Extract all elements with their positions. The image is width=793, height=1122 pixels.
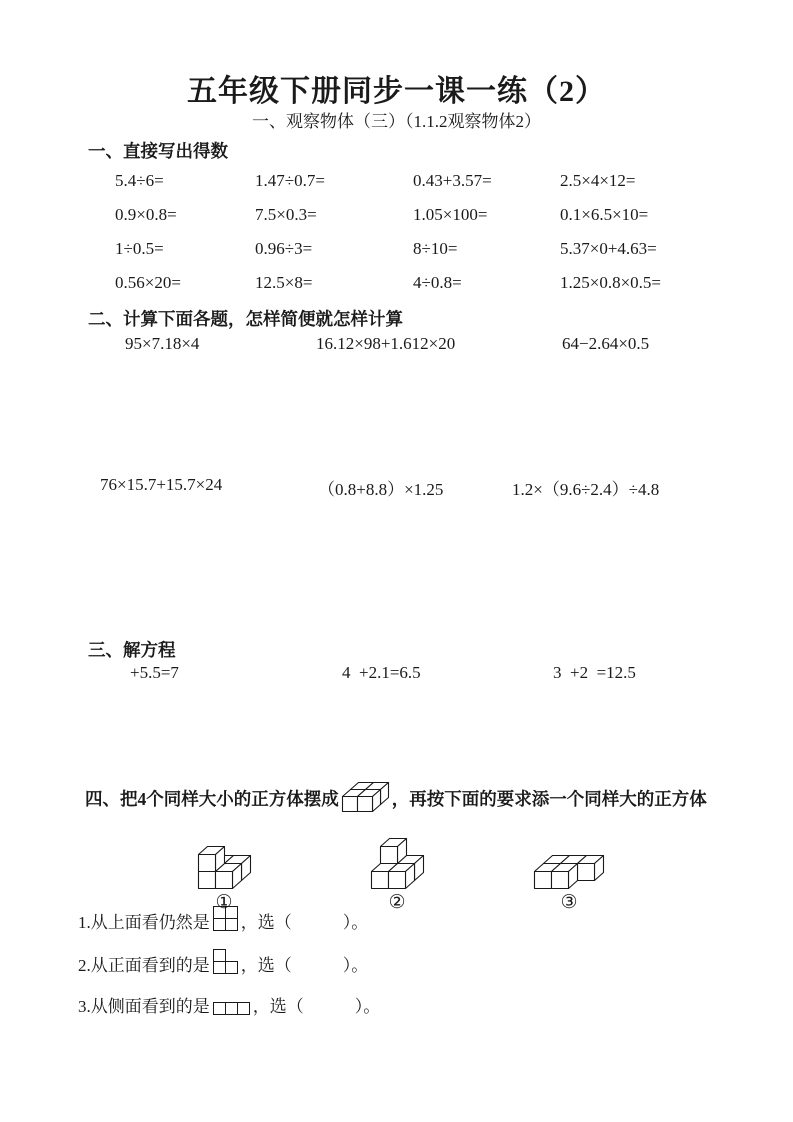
side-view-shape-icon <box>213 1002 250 1015</box>
question-1-answer-blank: ，选（ ）。 <box>240 913 369 932</box>
cube-figure-3-label: ③ <box>560 892 578 913</box>
question-2-text: 2.从正面看到的是 <box>78 956 210 975</box>
math-problem: 0.9×0.8= <box>115 205 177 224</box>
cube-figure-3 <box>527 833 611 913</box>
cube-face <box>371 872 388 889</box>
cube-figure-2-drawing <box>370 837 425 890</box>
math-problem: 4÷0.8= <box>413 273 462 292</box>
page-title: 五年级下册同步一课一练（2） <box>187 75 606 108</box>
question-3 <box>78 995 380 1019</box>
math-problem: 12.5×8= <box>255 273 313 292</box>
calc-problem: （0.8+8.8）×1.25 <box>318 480 444 499</box>
view-icon-row <box>213 961 238 974</box>
calc-problem: 76×15.7+15.7×24 <box>100 475 223 494</box>
cube-figure-2 <box>355 833 439 913</box>
question-2-answer-blank: ，选（ ）。 <box>240 956 369 975</box>
section2-heading: 二、计算下面各题，怎样简便就怎样计算 <box>88 309 403 329</box>
mental-math-grid <box>115 168 715 304</box>
cube-face <box>388 872 405 889</box>
math-problem: 5.4÷6= <box>115 171 164 190</box>
cube-face <box>357 797 372 812</box>
cube-figure-2-label: ② <box>388 892 406 913</box>
math-problem: 0.43+3.57= <box>413 171 492 190</box>
top-view-shape-icon <box>213 906 238 931</box>
math-problem: 0.1×6.5×10= <box>560 205 649 224</box>
equation: 4 +2.1=6.5 <box>342 663 421 682</box>
calc-problem: 1.2×（9.6÷2.4）÷4.8 <box>512 480 660 499</box>
page-subtitle: 一、观察物体（三）（1.1.2观察物体2） <box>252 112 541 131</box>
cube-figure-1-drawing <box>197 845 252 890</box>
calc-problem: 16.12×98+1.612×20 <box>316 334 456 353</box>
equation: +5.5=7 <box>130 663 179 682</box>
cube-face <box>198 872 215 889</box>
view-icon-cell <box>225 961 238 974</box>
question-3-text: 3.从侧面看到的是 <box>78 997 210 1016</box>
cube-face <box>578 864 595 881</box>
view-icon-row <box>213 918 238 931</box>
math-problem: 8÷10= <box>413 239 458 258</box>
cube-face <box>342 797 357 812</box>
question-2 <box>78 949 368 978</box>
cube-figure-1 <box>182 833 266 913</box>
section4-heading-post: ，再按下面的要求添一个同样大的正方体 <box>391 789 707 809</box>
cube-block-2x2-icon <box>341 781 390 813</box>
math-problem: 0.96÷3= <box>255 239 313 258</box>
math-problem: 2.5×4×12= <box>560 171 636 190</box>
math-problem: 1.05×100= <box>413 205 488 224</box>
cube-figure-1-label: ① <box>215 892 233 913</box>
cube-face <box>552 872 569 889</box>
math-problem: 1.47÷0.7= <box>255 171 325 190</box>
math-problem: 0.56×20= <box>115 273 181 292</box>
section4-heading <box>85 781 707 813</box>
section3-heading: 三、解方程 <box>88 640 176 660</box>
math-problem: 7.5×0.3= <box>255 205 317 224</box>
cube-face <box>198 855 215 872</box>
cube-face <box>215 872 232 889</box>
calc-problem: 95×7.18×4 <box>125 334 200 353</box>
math-problem: 1÷0.5= <box>115 239 164 258</box>
section1-heading: 一、直接写出得数 <box>88 141 228 161</box>
equation: 3 +2 =12.5 <box>553 663 636 682</box>
view-icon-row <box>213 1002 250 1015</box>
question-1 <box>78 906 368 935</box>
front-view-shape-icon <box>213 949 238 974</box>
question-1-text: 1.从上面看仍然是 <box>78 913 210 932</box>
cube-face <box>535 872 552 889</box>
cube-face <box>380 847 397 864</box>
view-icon-cell <box>225 918 238 931</box>
calc-problem: 64−2.64×0.5 <box>562 334 650 353</box>
math-problem: 5.37×0+4.63= <box>560 239 657 258</box>
question-3-answer-blank: ，选（ ）。 <box>252 997 381 1016</box>
section4-heading-pre: 四、把4个同样大小的正方体摆成 <box>85 789 339 809</box>
view-icon-cell <box>237 1002 250 1015</box>
cube-figure-3-drawing <box>533 854 605 890</box>
math-problem: 1.25×0.8×0.5= <box>560 273 662 292</box>
